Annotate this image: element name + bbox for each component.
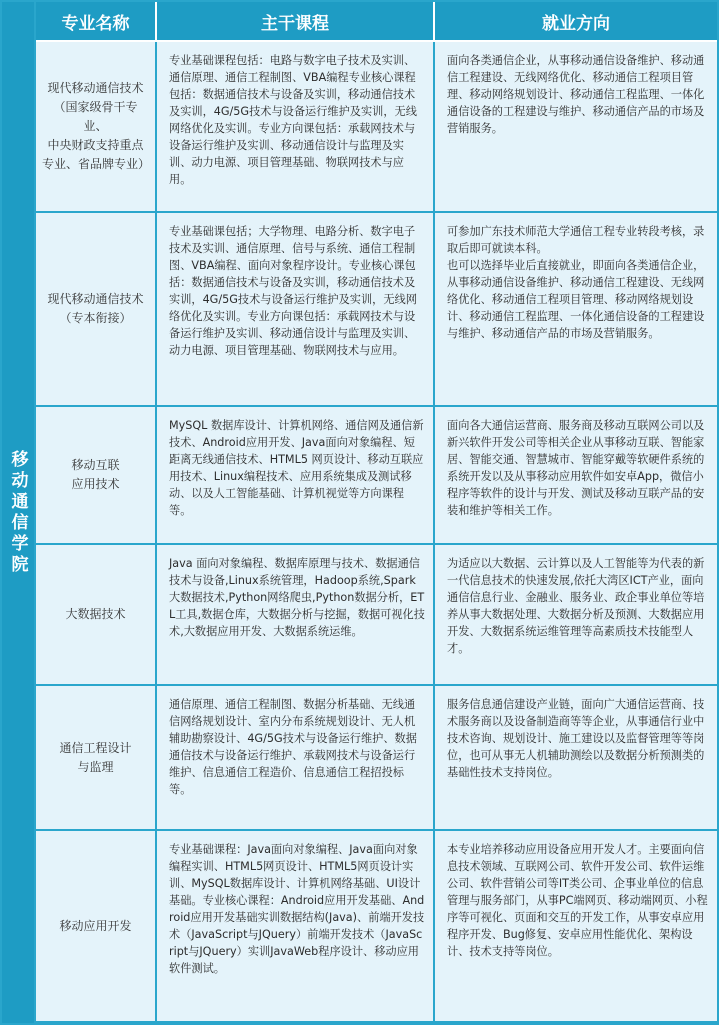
program-name-line: 专业、省品牌专业） — [42, 157, 151, 171]
program-name-line: 移动应用开发 — [59, 918, 132, 933]
courses-cell: MySQL 数据库设计、计算机网络、通信网及通信新技术、Android应用开发、Java面向对象编程、短距离无线通信技术、HTML5 网页设计、移动互联应用技术、Linux编程技术、应用系统集成及测试移动、以及人工智能基础、计算机视觉等方向课程等。 — [157, 407, 435, 545]
courses-cell: 通信原理、通信工程制图、数据分析基础、无线通信网络规划设计、室内分布系统规划设计、无人机辅助勘察设计、4G/5G技术与设备运行维护、数据通信技术与设备运行维护、承载网技术与设备运行维护、信息通信工程造价、信息通信工程招投标等。 — [157, 686, 435, 831]
program-name-line: 与监理 — [77, 759, 114, 774]
courses-cell: 专业基础课程：Java面向对象编程、Java面向对象编程实训、HTML5网页设计、HTML5网页设计实训、MySQL数据库设计、计算机网络基础、UI设计基础。专业核心课程：Android应用开发基础、Android应用开发基础实训数据结构(Java)、前端开发技术（JavaScript与JQuery）前端开发技术（JavaScript与JQuery）实训JavaWeb程序设计、移动应用软件测试。 — [157, 831, 435, 1023]
program-name-cell — [36, 831, 157, 1023]
program-name-line: 中央财政支持重点 — [47, 138, 144, 152]
table-row — [36, 213, 717, 407]
table-row — [36, 686, 717, 831]
courses-cell: Java 面向对象编程、数据库原理与技术、数据通信技术与设备,Linux系统管理，Hadoop系统,Spark大数据技术,Python网络爬虫,Python数据分析，ETL工具,数据仓库，大数据分析与挖掘，数据可视化技术,大数据应用开发、大数据系统运维。 — [157, 545, 435, 686]
program-table — [36, 2, 717, 1023]
careers-cell: 为适应以大数据、云计算以及人工智能等为代表的新一代信息技术的快速发展,依托大湾区ICT产业，面向通信信息行业、金融业、服务业、政企事业单位等培养从事大数据处理、大数据分析及预测、大数据应用开发、大数据系统运维管理等高素质技术技能型人才。 — [435, 545, 717, 686]
college-name: 移动通信学院 — [7, 449, 28, 576]
program-name-cell — [36, 42, 157, 213]
program-name-cell — [36, 407, 157, 545]
courses-cell: 专业基础课包括；大学物理、电路分析、数字电子技术及实训、通信原理、信号与系统、通信工程制图、VBA编程、面向对象程序设计。专业核心课包括：数据通信技术与设备及实训，移动通信技术及实训，4G/5G技术与设备运行维护及实训，无线网络优化及实训。专业方向课包括：承载网技术与设备运行维护及实训、移动通信设计与监理及实训、动力电源、项目管理基础、物联网技术与应用。 — [157, 213, 435, 407]
college-side-label — [2, 2, 34, 1023]
table-row — [36, 407, 717, 545]
careers-paragraph: 也可以选择毕业后直接就业，即面向各类通信企业，从事移动通信设备维护、移动通信工程建设、无线网络优化、移动通信工程项目管理、移动网络规划设计、移动通信工程监理、一体化通信设备的工程建设与维护、移动通信产品的市场及营销服务。 — [447, 259, 705, 340]
header-main-courses: 主干课程 — [157, 2, 435, 42]
program-name-cell — [36, 213, 157, 407]
courses-cell: 专业基础课程包括：电路与数字电子技术及实训、通信原理、通信工程制图、VBA编程专业核心课程包括：数据通信技术与设备及实训，移动通信技术及实训，4G/5G技术与设备运行维护及实训，无线网络优化及实训。专业方向课包括：承载网技术与设备运行维护及实训、移动通信设计与监理及实训、动力电源、项目管理基础、物联网技术与应用。 — [157, 42, 435, 213]
program-name-line: 移动互联 — [71, 458, 120, 472]
careers-paragraph: 可参加广东技术师范大学通信工程专业转段考核，录取后即可就读本科。 — [447, 225, 705, 255]
program-name-line: 应用技术 — [71, 477, 120, 491]
program-name-line: 现代移动通信技术 — [47, 81, 144, 95]
header-program-name: 专业名称 — [36, 2, 157, 42]
header-career-direction: 就业方向 — [435, 2, 717, 42]
careers-cell: 本专业培养移动应用设备应用开发人才。主要面向信息技术领域、互联网公司、软件开发公司、软件运维公司、软件营销公司等IT类公司、企事业单位的信息管理与服务部门，从事PC端网页、移动端网页、小程序等可视化、页面和交互的开发工作，从事安卓应用程序开发、Bug修复、安卓应用性能优化、架构设计、技术支持等岗位。 — [435, 831, 717, 1023]
program-name-line: 通信工程设计 — [59, 740, 132, 755]
program-name-line: （国家级骨干专业、 — [53, 100, 138, 133]
header-row — [36, 2, 717, 42]
program-name-line: （专本衔接） — [59, 311, 132, 325]
table-row — [36, 831, 717, 1023]
program-name-line: 大数据技术 — [65, 607, 126, 621]
program-name-line: 现代移动通信技术 — [47, 292, 144, 306]
program-name-cell — [36, 545, 157, 686]
table-row — [36, 545, 717, 686]
careers-cell — [435, 213, 717, 407]
careers-cell: 面向各大通信运营商、服务商及移动互联网公司以及新兴软件开发公司等相关企业从事移动互联、智能家居、智能交通、智慧城市、智能穿戴等软硬件系统的系统开发以及从事移动应用软件如安卓App，微信小程序等软件的设计与开发、测试及移动互联产品的安装和维护等相关工作。 — [435, 407, 717, 545]
program-name-cell — [36, 686, 157, 831]
table-row — [36, 42, 717, 213]
careers-cell: 面向各类通信企业，从事移动通信设备维护、移动通信工程建设、无线网络优化、移动通信工程项目管理、移动网络规划设计、移动通信工程监理、一体化通信设备的工程建设与维护、移动通信产品的市场及营销服务。 — [435, 42, 717, 213]
careers-cell: 服务信息通信建设产业链，面向广大通信运营商、技术服务商以及设备制造商等等企业，从事通信行业中技术咨询、规划设计、施工建设以及监督管理等等岗位，也可从事无人机辅助测绘以及数据分析预测类的基础性技术支持岗位。 — [435, 686, 717, 831]
